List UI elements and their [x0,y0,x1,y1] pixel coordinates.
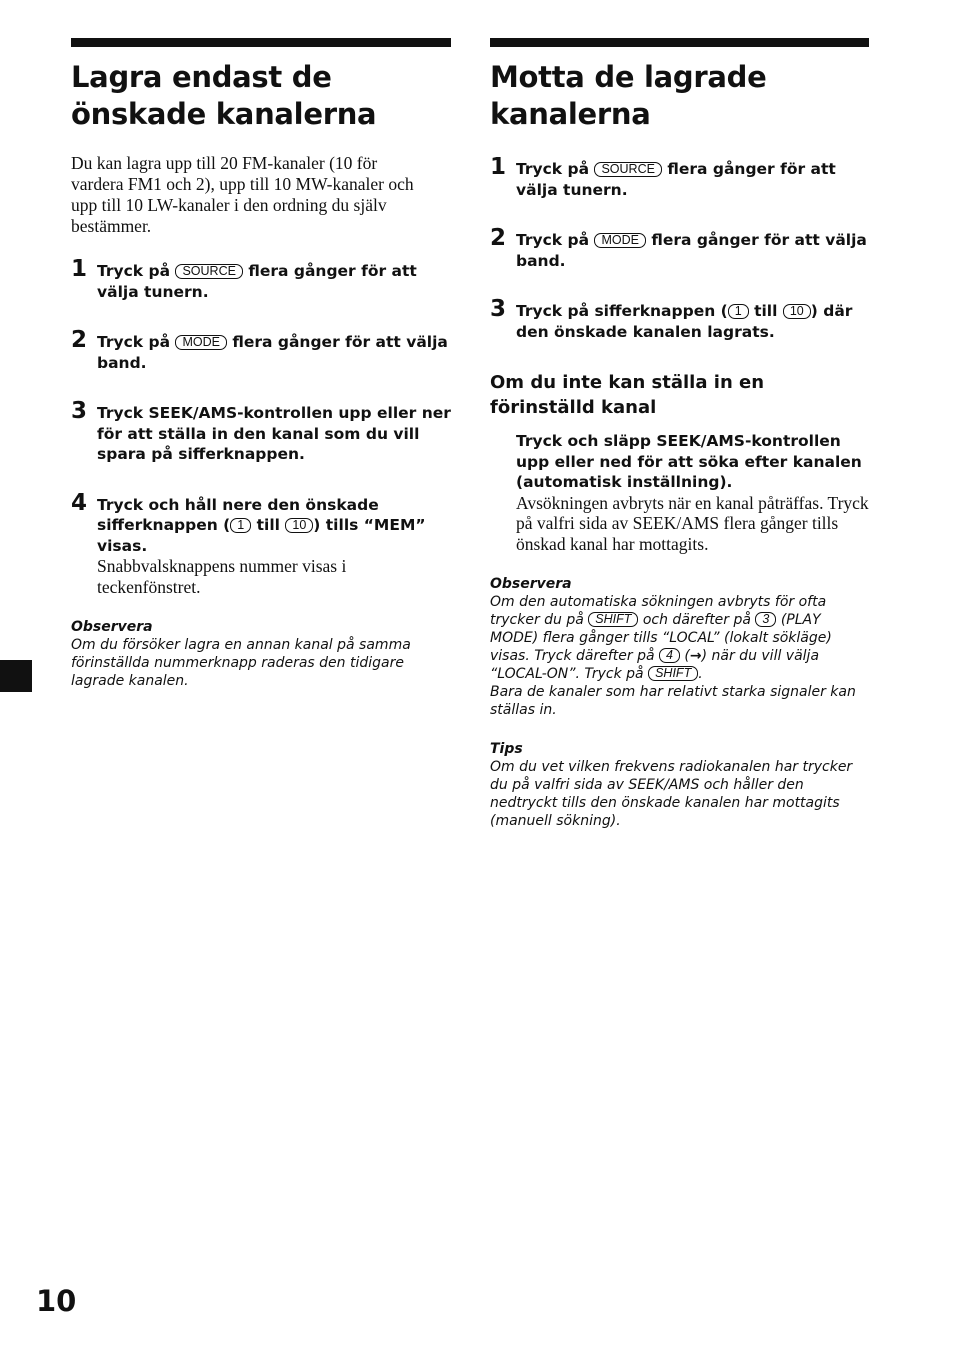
mode-key: MODE [594,233,646,248]
step-text: Tryck på [516,231,595,249]
note-block [490,575,869,719]
step-text: Tryck SEEK/AMS-kontrollen upp eller ner för att ställa in den kanal som du vill spara på sifferknappen. [97,404,451,463]
note-fragment: Om den automatiska sökningen avbryts för ofta trycker du på [490,594,827,628]
step-text: till [251,516,286,534]
instruction-description: Avsökningen avbryts när en kanal påträffas. Tryck på valfri sida av SEEK/AMS flera gånger tills önskad kanal har mottagits. [516,492,869,554]
note-fragment: ( [679,648,690,664]
note-fragment: (PLAY MODE) flera gånger tills “LOCAL” (lokalt sökläge) visas. Tryck därefter på [490,612,832,664]
note-heading: Observera [71,619,153,635]
step-1 [490,154,869,200]
note-text: Om du försöker lagra en annan kanal på samma förinställda nummerknapp raderas den tidigare lagrade kanalen. [71,637,411,689]
key-1: 1 [728,304,749,319]
step-text: Tryck på [516,160,595,178]
step-3 [490,296,869,342]
step-number: 2 [490,225,507,251]
step-text: flera gånger för att välja tunern. [97,262,417,301]
note-text [490,593,869,683]
step-text: Tryck på sifferknappen ( [516,302,728,320]
step-1 [71,256,451,302]
note-fragment: ) när du vill välja “LOCAL-ON”. Tryck på [490,648,820,682]
mode-key: MODE [175,335,227,350]
step-4 [71,489,451,598]
step-text: Tryck på [97,262,176,280]
step-2 [490,225,869,271]
source-key: SOURCE [175,264,242,279]
note-block [71,618,451,690]
step-2 [71,327,451,373]
step-text: Tryck och håll nere den önskade sifferknappen ( [97,495,379,534]
note-fragment: . [698,666,703,682]
subsection-body [490,431,869,554]
subsection-heading: Om du inte kan ställa in en förinställd kanal [490,372,765,418]
section-rule [71,38,451,47]
section-tab-marker [0,660,32,692]
step-text: Tryck på [97,333,176,351]
right-column [490,38,869,830]
tips-heading: Tips [490,741,523,757]
step-text: flera gånger för att välja tunern. [516,160,836,199]
source-key: SOURCE [594,162,661,177]
instruction-text: Tryck och släpp SEEK/AMS-kontrollen upp eller ned för att söka efter kanalen (automatisk inställning). [516,432,862,491]
tips-block [490,740,869,830]
key-10: 10 [285,518,313,533]
key-10: 10 [783,304,811,319]
key-4: 4 [659,648,680,663]
step-text: flera gånger för att välja band. [516,231,867,270]
arrow-right-icon: → [689,648,702,664]
note-text: Bara de kanaler som har relativt starka signaler kan ställas in. [490,684,856,718]
note-heading: Observera [490,576,572,592]
step-text: ) där den önskade kanalen lagrats. [516,302,853,341]
step-3 [71,398,451,465]
step-text: ) tills “MEM” visas. [97,516,426,555]
step-number: 4 [71,489,88,516]
intro-paragraph: Du kan lagra upp till 20 FM-kanaler (10 för vardera FM1 och 2), upp till 10 MW-kanaler och upp till 10 LW-kanaler i den ordning du själv bestämmer. [71,153,414,236]
tips-text: Om du vet vilken frekvens radiokanalen har trycker du på valfri sida av SEEK/AMS och håller den nedtryckt tills den önskade kanalen har mottagits (manuell sökning). [490,759,853,829]
step-number: 2 [71,327,88,353]
section-title: Lagra endast de önskade kanalerna [71,60,377,131]
key-3: 3 [755,612,776,627]
step-number: 1 [71,256,88,282]
note-fragment: och därefter på [638,612,756,628]
section-title: Motta de lagrade kanalerna [490,60,767,131]
section-rule [490,38,869,47]
shift-key: SHIFT [648,666,698,681]
shift-key: SHIFT [588,612,638,627]
step-text: flera gånger för att välja band. [97,333,448,372]
left-column [71,38,451,690]
step-text: till [748,302,783,320]
step-description: Snabbvalsknappens nummer visas i teckenfönstret. [97,556,347,597]
step-number: 3 [490,296,507,322]
key-1: 1 [230,518,251,533]
step-number: 1 [490,154,507,180]
step-number: 3 [71,398,88,424]
page-number: 10 [36,1284,77,1318]
